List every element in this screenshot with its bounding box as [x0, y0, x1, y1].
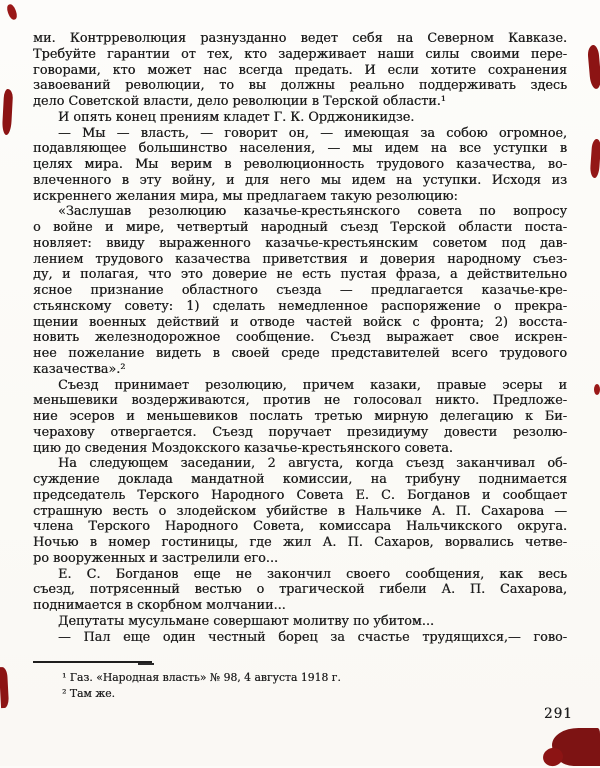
- text-line: щении военных действий и отводе частей войск с фронта; 2) восста-: [33, 314, 567, 330]
- text-line: члена Терского Народного Совета, комиссара Нальчикского округа.: [33, 519, 567, 535]
- text-line: стьянскому совету: 1) сделать немедленное распоряжение о прекра-: [33, 298, 567, 314]
- text-line: новляет: ввиду выраженного казачье-крестьянским советом под дав-: [33, 235, 567, 251]
- text-line: ми. Контрреволюция разнузданно ведет себя на Северном Кавказе.: [33, 31, 567, 46]
- text-line: — Мы — власть, — говорит он, — имеющая за собою огромное,: [58, 125, 567, 141]
- text-line: — Пал еще один честный борец за счастье трудящихся,— гово-: [58, 629, 567, 645]
- text-line: ясное признание областного съезда — предлагается казачье-кре-: [33, 283, 567, 298]
- text-line: дело Советской власти, дело революции в Терской области.¹: [33, 94, 446, 109]
- text-line: председатель Терского Народного Совета Е. С. Богданов и сообщает: [33, 487, 567, 503]
- text-line: ние эсеров и меньшевиков послать третью мирную делегацию к Би-: [33, 409, 567, 424]
- text-line: И опять конец прениям кладет Г. К. Орджоникидзе.: [58, 109, 415, 125]
- text-line: Ночью в номер гостиницы, где жил А. П. Сахаров, ворвались четве-: [33, 535, 567, 550]
- page-number: 291: [544, 706, 573, 722]
- text-line: страшную весть о злодейском убийстве в Нальчике А. П. Сахарова —: [33, 503, 567, 519]
- footnotes: [62, 670, 522, 701]
- text-line: подавляющее большинство населения, — мы идем на все уступки в: [33, 141, 567, 157]
- text-line: ду, и полагая, что это доверие не есть пустая фраза, а действительно: [33, 267, 567, 283]
- footnote-line: ¹ Газ. «Народная власть» № 98, 4 августа 1918 г.: [62, 671, 341, 684]
- scan-edge-stain: [590, 139, 600, 179]
- text-line: о войне и мире, четвертый народный съезд Терской области поста-: [33, 220, 567, 235]
- footnote-line: ² Там же.: [62, 686, 115, 700]
- text-line: говорами, кто может нас всегда предать. И если хотите сохранения: [33, 62, 567, 78]
- text-line: нее пожелание видеть в своей среде представителей всего трудового: [33, 346, 567, 361]
- text-line: черахову отвергается. Съезд поручает президиуму довести резолю-: [33, 424, 567, 440]
- text-line: Депутаты мусульмане совершают молитву по убитом...: [58, 613, 434, 629]
- footnote-separator-rule-end: [138, 663, 154, 665]
- text-line: меньшевики воздерживаются, против не голосовал никто. Предложе-: [33, 393, 567, 409]
- text-line: Съезд принимает резолюцию, причем казаки, правые эсеры и: [58, 377, 567, 393]
- text-line: Требуйте гарантии от тех, кто задерживает наши силы своими пере-: [33, 46, 567, 62]
- text-line: цию до сведения Моздокского казачье-крестьянского совета.: [33, 440, 453, 456]
- body-text: [33, 31, 567, 645]
- scan-edge-stain: [594, 384, 600, 395]
- text-line: целях мира. Мы верим в революционность трудового казачества, во-: [33, 157, 567, 172]
- text-line: «Заслушав резолюцию казачье-крестьянского совета по вопросу: [58, 204, 567, 220]
- text-line: ро вооруженных и застрелили его...: [33, 550, 278, 566]
- text-line: завоеваний революции, то вы должны реально поддерживать здесь: [33, 78, 567, 94]
- text-line: поднимается в скорбном молчании...: [33, 598, 286, 613]
- text-line: лением трудового казачества приветствия и доверия народному съез-: [33, 251, 567, 267]
- footnote-separator-rule: [33, 661, 152, 663]
- text-line: На следующем заседании, 2 августа, когда съезд заканчивал об-: [58, 456, 567, 472]
- text-line: суждение доклада мандатной комиссии, на трибуну поднимается: [33, 472, 567, 487]
- text-line: съезд, потрясенный вестью о трагической гибели А. П. Сахарова,: [33, 582, 567, 598]
- text-line: новить железнодорожное сообщение. Съезд выражает свое искрен-: [33, 330, 567, 346]
- text-line: Е. С. Богданов еще не закончил своего сообщения, как весь: [58, 566, 567, 582]
- text-line: влеченного в эту войну, и для него мы идем на уступки. Исходя из: [33, 172, 567, 188]
- text-line: казачества».²: [33, 361, 126, 377]
- text-line: искреннего желания мира, мы предлагаем такую резолюцию:: [33, 188, 458, 204]
